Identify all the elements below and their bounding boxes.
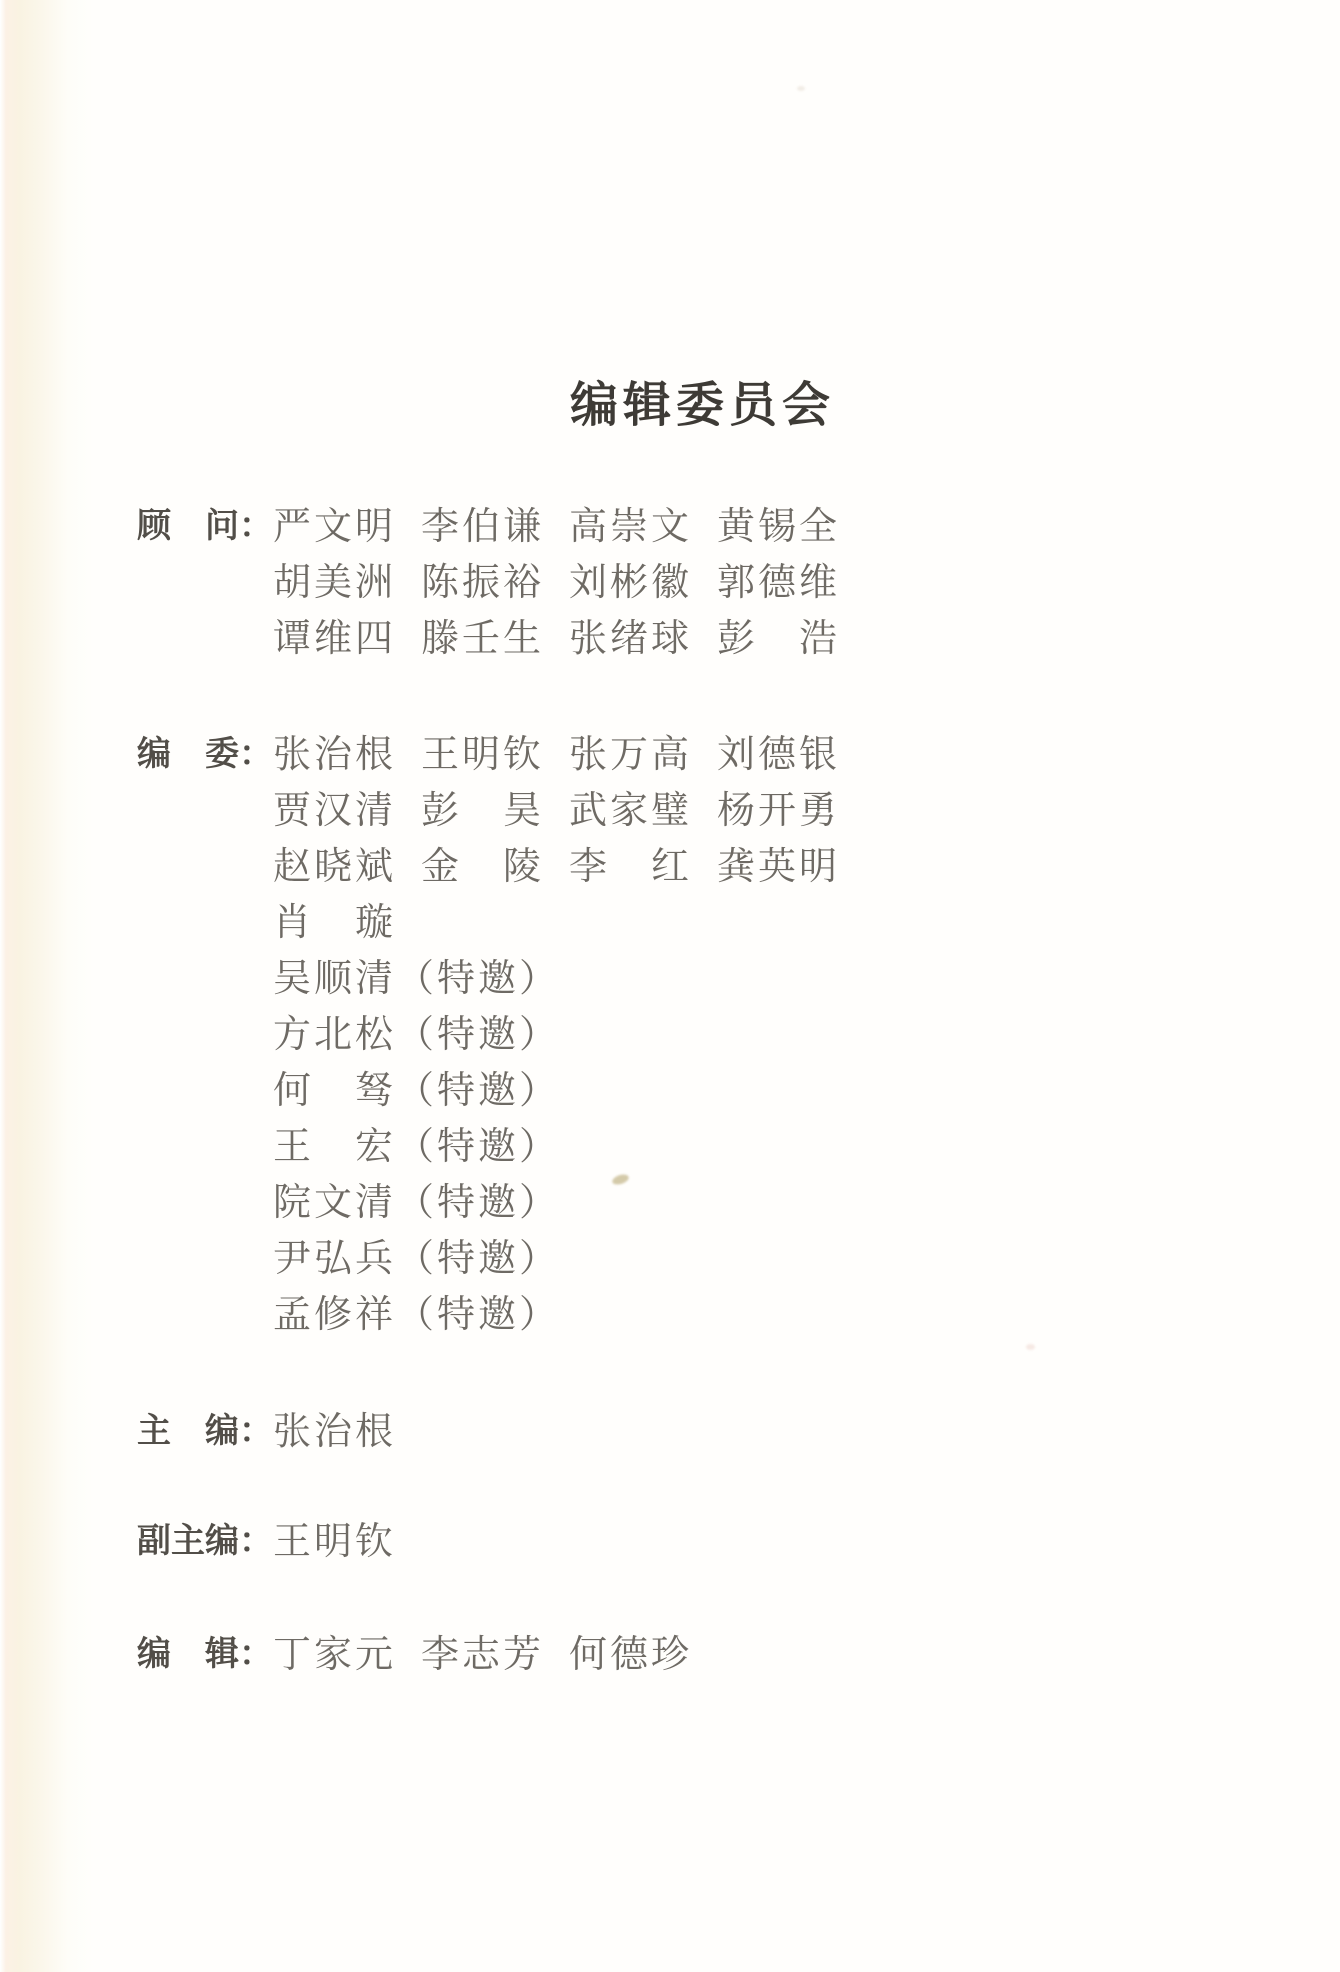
committee-row <box>137 550 1237 606</box>
member-name: 何德珍 <box>569 1633 693 1676</box>
member-name: 杨开勇 <box>717 789 841 832</box>
section-editorial-board <box>137 722 1237 1338</box>
scan-speck <box>797 86 805 91</box>
page-title: 编辑委员会 <box>570 379 836 432</box>
member-name: 李志芳 <box>421 1633 545 1676</box>
member-name: 张治根 <box>273 1410 397 1453</box>
committee-row <box>137 1114 1237 1170</box>
committee-row <box>137 606 1237 662</box>
member-name: 李 红 <box>569 845 693 888</box>
member-name: 方北松（特邀） <box>273 1013 561 1056</box>
member-name: 院文清（特邀） <box>273 1181 561 1224</box>
section-label-editors: 编 辑： <box>137 1634 273 1673</box>
member-name: 王明钦 <box>421 733 545 776</box>
section-label-editorial-board: 编 委： <box>137 734 273 773</box>
member-name: 肖 璇 <box>273 901 397 944</box>
committee-row <box>137 1399 1237 1455</box>
committee-row <box>137 494 1237 550</box>
member-name: 彭 浩 <box>717 617 841 660</box>
member-name: 金 陵 <box>421 845 545 888</box>
member-name: 尹弘兵（特邀） <box>273 1237 561 1280</box>
section-label-advisors: 顾 问： <box>137 506 273 545</box>
section-chief-editor <box>137 1399 1237 1455</box>
committee-row <box>137 778 1237 834</box>
member-name: 张绪球 <box>569 617 693 660</box>
section-deputy-chief-editor <box>137 1509 1237 1565</box>
committee-row <box>137 946 1237 1002</box>
member-name: 孟修祥（特邀） <box>273 1293 561 1336</box>
member-name: 张万高 <box>569 733 693 776</box>
member-name: 彭 昊 <box>421 789 545 832</box>
member-name: 高崇文 <box>569 505 693 548</box>
member-name: 谭维四 <box>273 617 397 660</box>
section-label-deputy-chief-editor: 副主编： <box>137 1521 273 1560</box>
committee-row <box>137 834 1237 890</box>
committee-row <box>137 1226 1237 1282</box>
member-name: 李伯谦 <box>421 505 545 548</box>
member-name: 黄锡全 <box>717 505 841 548</box>
member-name: 郭德维 <box>717 561 841 604</box>
member-name: 吴顺清（特邀） <box>273 957 561 1000</box>
member-name: 武家璧 <box>569 789 693 832</box>
member-name: 赵晓斌 <box>273 845 397 888</box>
scan-speck <box>1026 1344 1035 1350</box>
section-editors <box>137 1622 1237 1678</box>
committee-row <box>137 890 1237 946</box>
member-name: 王明钦 <box>273 1520 397 1563</box>
member-name: 严文明 <box>273 505 397 548</box>
member-name: 何 驽（特邀） <box>273 1069 561 1112</box>
member-name: 贾汉清 <box>273 789 397 832</box>
member-name: 张治根 <box>273 733 397 776</box>
book-edge-shading <box>0 0 95 1972</box>
section-label-chief-editor: 主 编： <box>137 1411 273 1450</box>
committee-row <box>137 722 1237 778</box>
member-name: 刘彬徽 <box>569 561 693 604</box>
member-name: 滕壬生 <box>421 617 545 660</box>
section-advisors <box>137 494 1237 662</box>
committee-row <box>137 1509 1237 1565</box>
member-name: 丁家元 <box>273 1633 397 1676</box>
member-name: 刘德银 <box>717 733 841 776</box>
committee-row <box>137 1058 1237 1114</box>
committee-row <box>137 1622 1237 1678</box>
member-name: 陈振裕 <box>421 561 545 604</box>
member-name: 王 宏（特邀） <box>273 1125 561 1168</box>
committee-row <box>137 1002 1237 1058</box>
member-name: 龚英明 <box>717 845 841 888</box>
committee-row <box>137 1170 1237 1226</box>
committee-row <box>137 1282 1237 1338</box>
member-name: 胡美洲 <box>273 561 397 604</box>
